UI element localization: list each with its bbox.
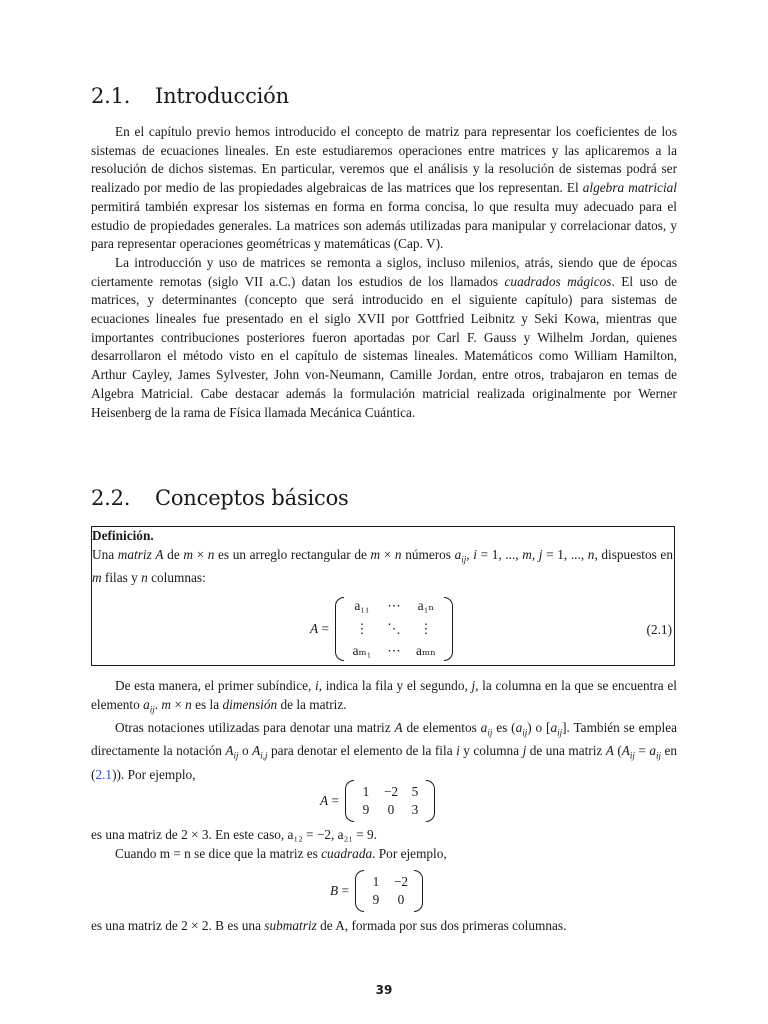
page-number: 39 <box>375 983 393 997</box>
line-2x2: es una matriz de 2 × 2. B es una submatriz de A, formada por sus dos primeras columnas. <box>91 918 567 933</box>
example-matrix-B: B = 1 −2 9 0 <box>330 870 423 912</box>
matrix-cell: a₁₁ <box>354 598 370 613</box>
definition-text: Una matriz A de m × n es un arreglo rectangular de m × n números $a_{ij}$, i = 1, ..., m, j = 1, ..., n, dispuestos en m filas y n columnas: <box>92 546 673 586</box>
section-number: 2.1. <box>91 84 131 108</box>
equation-reference-link[interactable]: 2.1 <box>95 766 113 782</box>
matrix-cell: a₁ₙ <box>417 598 435 613</box>
section-heading-conceptos <box>91 486 349 510</box>
section-number: 2.2. <box>91 486 131 510</box>
matrix-cell: ⋮ <box>355 620 369 636</box>
matrix-cell: ⋮ <box>419 620 433 636</box>
section-heading-introduccion <box>91 84 289 108</box>
paragraph-cuadrada: Cuando m = n se dice que la matriz es cuadrada. Por ejemplo, <box>115 845 447 861</box>
example-matrix-A: A = 1 −2 5 9 0 3 <box>320 780 435 822</box>
intro-paragraph-2: La introducción y uso de matrices se remonta a siglos, incluso milenios, atrás, siendo que de épocas ciertamente remotas (siglo VII a.C.) datan los estudios de los llamados cuadrados mágicos. El uso de matrices, y determinantes (concepto que será introducido en el siguiente capítulo) para sistemas de ecuaciones lineales fue presentado en el siglo XVII por Gottfried Leibnitz y Seki Kowa, mientras que importantes contribuciones posteriores fueron aportadas por Carl F. Gauss y Wilhelm Jordan, quienes desarrollaron el método visto en el capítulo de sistemas lineales. Matemáticos como William Hamilton, Arthur Cayley, James Sylvester, John von-Neumann, Camille Jordan, entre otros, trabajaron en temas de Algebra Matricial. Cabe destacar además la formulación matricial realizada originalmente por Werner Heisenberg de la rama de Física llamada Mecánica Cuántica. <box>91 254 678 420</box>
intro-paragraph-1: En el capítulo previo hemos introducido el concepto de matriz para representar los coeficientes de los sistemas de ecuaciones lineales. En este estudiaremos operaciones entre matrices y las aplicaremos a la resolución de dichos sistemas. En particular, veremos que el análisis y la resolución de sistemas podrá ser realizado por medio de las propiedades algebraicas de las matrices que los representan. El algebra matricial permitirá también expresar los sistemas en forma en forma concisa, lo que resulta muy adecuado para el estudio de propiedades generales. La matrices son además utilizadas para manipular y correlacionar datos, y para representar operaciones geométricas y matemáticas (Cap. V). <box>91 124 677 252</box>
matrix-cell: ⋯ <box>387 643 401 659</box>
matrix-cell: 1 <box>362 784 370 799</box>
matrix-cell: 3 <box>411 802 419 817</box>
paragraph-subindices: De esta manera, el primer subíndice, i, indica la fila y el segundo, j, la columna en la que se encuentra el elemento $a_{ij}$. m × n es la dimensión de la matriz. <box>91 678 677 715</box>
matrix-cell: 9 <box>372 892 380 907</box>
matrix-cell: 9 <box>362 802 370 817</box>
matrix-cell: 0 <box>387 802 395 817</box>
matrix-cell: 0 <box>397 892 405 907</box>
after-example-B <box>91 917 677 936</box>
matrix-cell: 5 <box>411 784 419 799</box>
after-example-A <box>91 826 677 863</box>
equation-number: (2.1) <box>646 622 672 637</box>
section-title: Introducción <box>155 84 289 108</box>
paragraph-notaciones: Otras notaciones utilizadas para denotar una matriz A de elementos $a_{ij}$ es $(a_{ij})$ o $[a_{ij}]$. También se emplea directamente la notación $A_{ij}$ o $A_{i,j}$ para denotar el elemento de la fila i y columna j de una matriz A ($A_{ij} = a_{ij}$ en (2.1)). Por ejemplo, <box>91 720 678 782</box>
section-title: Conceptos básicos <box>155 486 349 510</box>
post-definition-text <box>91 677 677 784</box>
matrix-cell: ⋯ <box>387 598 401 613</box>
matrix-cell: 1 <box>372 874 380 889</box>
definition-box <box>91 526 675 666</box>
definition-title: Definición. <box>92 528 154 543</box>
matrix-cell: ⋱ <box>387 620 401 636</box>
matrix-A-general: A = a₁₁ ⋯ a₁ₙ ⋮ ⋱ ⋮ aₘ₁ ⋯ aₘₙ <box>310 597 453 661</box>
matrix-cell: aₘ₁ <box>352 643 372 659</box>
line-2x3: es una matriz de 2 × 3. En este caso, a₁₂ = −2, a₂₁ = 9. <box>91 827 377 842</box>
matrix-cell: −2 <box>383 784 399 799</box>
matrix-cell: −2 <box>393 874 409 889</box>
intro-text <box>91 123 677 422</box>
matrix-cell: aₘₙ <box>416 643 436 659</box>
